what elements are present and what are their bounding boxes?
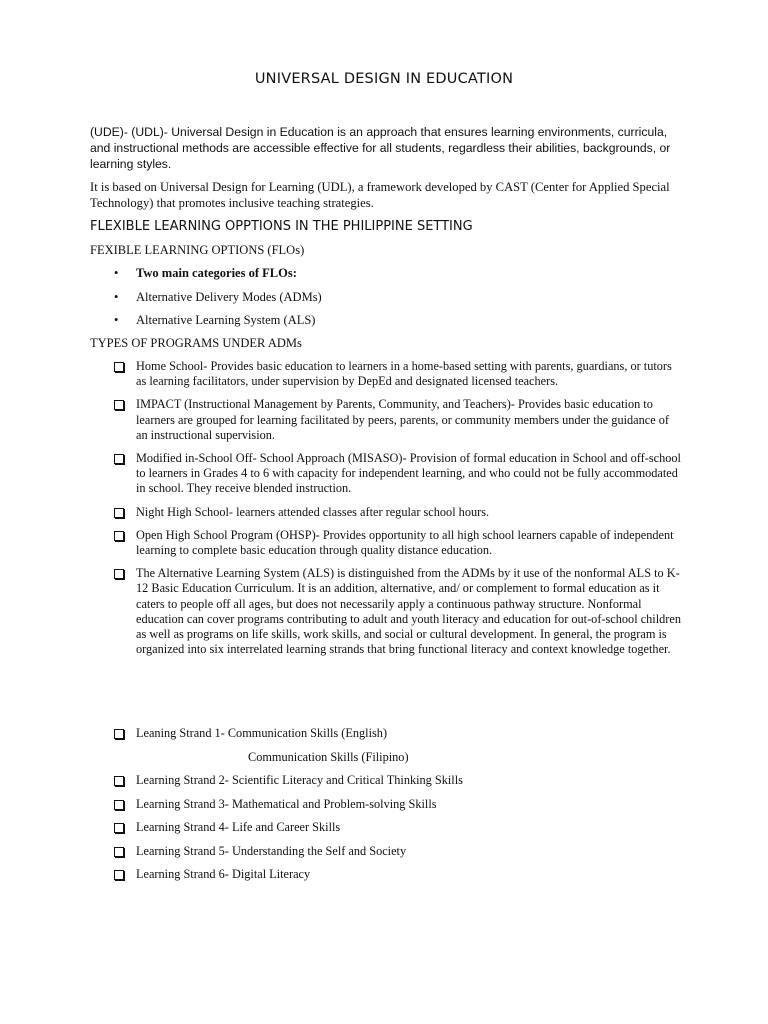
checkbox-icon bbox=[114, 800, 124, 810]
flo-heading: FEXIBLE LEARNING OPTIONS (FLOs) bbox=[90, 243, 305, 257]
checkbox-icon bbox=[114, 454, 124, 464]
program-text: Modified in-School Off- School Approach (MISASO)- Provision of formal education in School and off-school to learners in Grades 4 to 6 with capacity for independent learning, and who could not be fully accommodated in school. They receive blended instruction. bbox=[136, 451, 681, 496]
programs-list bbox=[112, 359, 682, 665]
flo-bullet-label: Two main categories of FLOs: bbox=[136, 266, 297, 280]
checkbox-icon bbox=[114, 847, 124, 857]
program-text: Open High School Program (OHSP)- Provides opportunity to all high school learners capable of independent learning to complete basic education through quality distance education. bbox=[136, 527, 674, 558]
checkbox-icon bbox=[114, 531, 124, 541]
list-item bbox=[112, 359, 682, 389]
intro-paragraph: (UDE)- (UDL)- Universal Design in Education is an approach that ensures learning environments, curricula, and instructional methods are accessible effective for all students, regardless their abilities, backgrounds, or learning styles. bbox=[90, 125, 671, 171]
list-item bbox=[112, 867, 682, 891]
list-item: • Alternative Delivery Modes (ADMs) bbox=[114, 289, 322, 304]
flo-bullet-label: Alternative Delivery Modes (ADMs) bbox=[136, 289, 322, 304]
checkbox-icon bbox=[114, 776, 124, 786]
list-item bbox=[112, 797, 682, 821]
strands-list bbox=[112, 726, 682, 891]
strand-text: Learning Strand 6- Digital Literacy bbox=[136, 867, 311, 881]
list-item bbox=[112, 566, 682, 657]
list-item: • Two main categories of FLOs: bbox=[114, 266, 297, 280]
basis-paragraph: It is based on Universal Design for Learning (UDL), a framework developed by CAST (Center for Applied Special Technology) that promotes inclusive teaching strategies. bbox=[90, 180, 670, 210]
program-text: IMPACT (Instructional Management by Parents, Community, and Teachers)- Provides basic education to learners are grouped for learning facilitated by peers, parents, or community members under the guidance of an instructional supervision. bbox=[136, 397, 669, 442]
list-item bbox=[112, 844, 682, 868]
strand-text: Learning Strand 4- Life and Career Skills bbox=[136, 820, 341, 834]
program-text: Home School- Provides basic education to learners in a home-based setting with parents, guardians, or tutors as learning facilitators, under supervision by DepEd and designated licensed teachers. bbox=[136, 359, 672, 389]
checkbox-icon bbox=[114, 508, 124, 518]
checkbox-icon bbox=[114, 823, 124, 833]
program-text: Night High School- learners attended classes after regular school hours. bbox=[136, 504, 490, 519]
types-heading: TYPES OF PROGRAMS UNDER ADMs bbox=[90, 336, 302, 350]
flo-bullet-label: Alternative Learning System (ALS) bbox=[136, 313, 316, 327]
checkbox-icon bbox=[114, 870, 124, 880]
list-item bbox=[112, 451, 682, 497]
list-item bbox=[112, 750, 682, 774]
program-text: The Alternative Learning System (ALS) is distinguished from the ADMs by it use of the nonformal ALS to K-12 Basic Education Curriculum. It is an addition, alternative, and/ or complement to formal education as it caters to people off all ages, but does not necessarily apply a continuous pathway structure. Nonformal education can cover programs contributing to adult and youth literacy and education for out-of-school children as well as programs on life skills, work skills, and social or cultural development. In general, the program is organized into six interrelated learning strands that bring functional literacy and context knowledge together. bbox=[136, 566, 681, 657]
section-heading: FLEXIBLE LEARNING OPPTIONS IN THE PHILIPPINE SETTING bbox=[90, 219, 473, 234]
strand-text: Leaning Strand 1- Communication Skills (English) bbox=[136, 726, 388, 740]
list-item bbox=[112, 820, 682, 844]
checkbox-icon bbox=[114, 729, 124, 739]
strand-text: Learning Strand 5- Understanding the Self and Society bbox=[136, 843, 407, 858]
list-item: • Alternative Learning System (ALS) bbox=[114, 313, 316, 327]
list-item bbox=[112, 397, 682, 443]
strand-subtext: Communication Skills (Filipino) bbox=[248, 749, 409, 764]
flo-bullet-list bbox=[90, 265, 322, 336]
checkbox-icon bbox=[114, 569, 124, 579]
strand-text: Learning Strand 2- Scientific Literacy and Critical Thinking Skills bbox=[136, 773, 463, 787]
list-item bbox=[112, 505, 682, 520]
list-item bbox=[112, 528, 682, 558]
strand-text: Learning Strand 3- Mathematical and Problem-solving Skills bbox=[136, 796, 437, 811]
checkbox-icon bbox=[114, 400, 124, 410]
checkbox-icon bbox=[114, 362, 124, 372]
list-item bbox=[112, 773, 682, 797]
page-title: UNIVERSAL DESIGN IN EDUCATION bbox=[254, 71, 514, 87]
list-item bbox=[112, 726, 682, 750]
